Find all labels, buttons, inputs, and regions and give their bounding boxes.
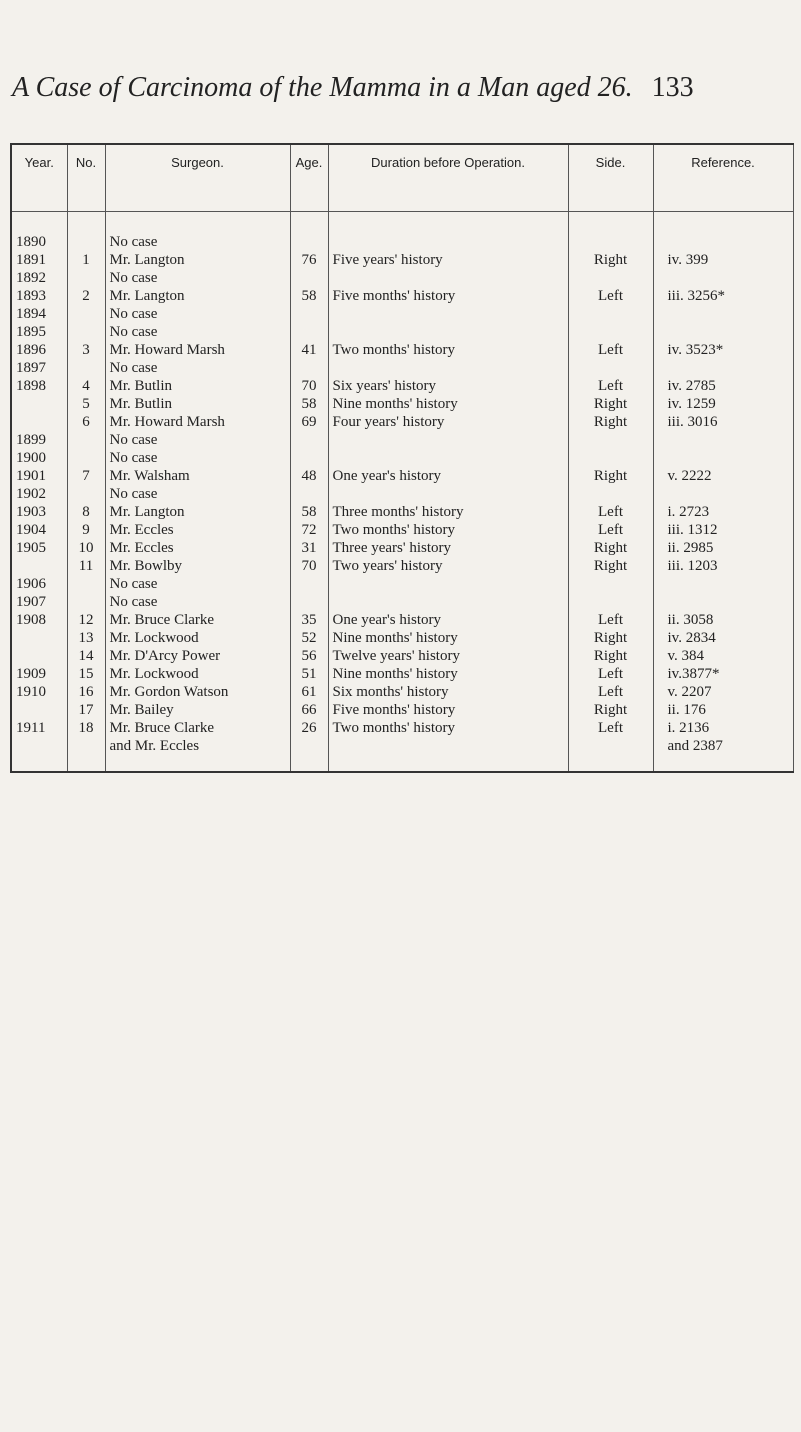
cell-surgeon: Mr. Lockwood	[105, 629, 290, 647]
cell-side: Left	[568, 341, 653, 359]
table-row	[12, 341, 793, 359]
cell-reference	[653, 269, 793, 287]
cell-reference: iv. 399	[653, 251, 793, 269]
table-row	[12, 665, 793, 683]
cell-reference: iv. 2834	[653, 629, 793, 647]
cell-reference	[653, 575, 793, 593]
cell-surgeon: and Mr. Eccles	[105, 737, 290, 755]
cell-age: 31	[290, 539, 328, 557]
cell-no: 18	[67, 719, 105, 737]
cell-side	[568, 737, 653, 755]
cell-surgeon: Mr. Butlin	[105, 377, 290, 395]
cell-no: 14	[67, 647, 105, 665]
cell-year	[12, 737, 67, 755]
cell-reference: iii. 1203	[653, 557, 793, 575]
cell-duration: Two months' history	[328, 521, 568, 539]
cell-no: 12	[67, 611, 105, 629]
cell-surgeon: Mr. Bruce Clarke	[105, 611, 290, 629]
cell-side: Left	[568, 683, 653, 701]
cell-surgeon: Mr. Bailey	[105, 701, 290, 719]
cell-no: 6	[67, 413, 105, 431]
cell-year: 1898	[12, 377, 67, 395]
cell-reference: iv. 1259	[653, 395, 793, 413]
cell-age	[290, 449, 328, 467]
cell-side: Left	[568, 377, 653, 395]
cell-age	[290, 431, 328, 449]
cell-side: Right	[568, 557, 653, 575]
cell-year	[12, 629, 67, 647]
cell-age: 51	[290, 665, 328, 683]
table-row	[12, 395, 793, 413]
cell-reference	[653, 449, 793, 467]
col-header-surgeon: Surgeon.	[105, 145, 290, 212]
cell-duration: Six months' history	[328, 683, 568, 701]
cell-reference	[653, 359, 793, 377]
cell-side: Right	[568, 629, 653, 647]
cell-duration: Nine months' history	[328, 395, 568, 413]
cell-duration	[328, 575, 568, 593]
cell-no	[67, 593, 105, 611]
cell-year	[12, 413, 67, 431]
cell-reference: v. 384	[653, 647, 793, 665]
table-row	[12, 611, 793, 629]
cell-year	[12, 647, 67, 665]
cell-reference: ii. 2985	[653, 539, 793, 557]
cell-duration: Six years' history	[328, 377, 568, 395]
table-row	[12, 323, 793, 341]
cell-surgeon: Mr. Eccles	[105, 521, 290, 539]
cell-surgeon: Mr. Bowlby	[105, 557, 290, 575]
cell-age	[290, 485, 328, 503]
cell-age: 72	[290, 521, 328, 539]
cell-year: 1908	[12, 611, 67, 629]
cell-surgeon: No case	[105, 233, 290, 251]
cell-duration: Twelve years' history	[328, 647, 568, 665]
cell-year: 1906	[12, 575, 67, 593]
table-spacer-row	[12, 212, 793, 234]
cell-age	[290, 233, 328, 251]
col-header-no: No.	[67, 145, 105, 212]
cell-surgeon: Mr. Eccles	[105, 539, 290, 557]
table-row	[12, 719, 793, 737]
cell-duration	[328, 485, 568, 503]
cell-surgeon: Mr. D'Arcy Power	[105, 647, 290, 665]
cell-reference: v. 2207	[653, 683, 793, 701]
cell-year: 1903	[12, 503, 67, 521]
cell-reference: and 2387	[653, 737, 793, 755]
cell-age: 26	[290, 719, 328, 737]
table-row	[12, 557, 793, 575]
cell-duration: Two months' history	[328, 341, 568, 359]
cell-age	[290, 323, 328, 341]
cell-side	[568, 485, 653, 503]
col-header-year: Year.	[12, 145, 67, 212]
table-row	[12, 233, 793, 251]
cell-no: 13	[67, 629, 105, 647]
cell-duration: Four years' history	[328, 413, 568, 431]
table-row	[12, 449, 793, 467]
cell-duration	[328, 431, 568, 449]
cell-no	[67, 305, 105, 323]
cell-reference: ii. 3058	[653, 611, 793, 629]
cell-surgeon: Mr. Walsham	[105, 467, 290, 485]
cell-surgeon: No case	[105, 485, 290, 503]
page-header	[12, 72, 792, 104]
cell-duration: Five months' history	[328, 287, 568, 305]
cell-surgeon: No case	[105, 269, 290, 287]
cell-no: 11	[67, 557, 105, 575]
table-row	[12, 503, 793, 521]
cell-side	[568, 269, 653, 287]
cell-surgeon: Mr. Howard Marsh	[105, 341, 290, 359]
cell-surgeon: Mr. Lockwood	[105, 665, 290, 683]
cell-side: Right	[568, 701, 653, 719]
table-row	[12, 575, 793, 593]
cell-year	[12, 701, 67, 719]
cell-duration: One year's history	[328, 467, 568, 485]
cell-surgeon: Mr. Howard Marsh	[105, 413, 290, 431]
cell-year: 1910	[12, 683, 67, 701]
cell-duration: One year's history	[328, 611, 568, 629]
cell-age: 35	[290, 611, 328, 629]
cell-surgeon: No case	[105, 431, 290, 449]
cell-no	[67, 323, 105, 341]
cell-reference	[653, 233, 793, 251]
cell-side	[568, 305, 653, 323]
cell-surgeon: No case	[105, 449, 290, 467]
cell-age: 76	[290, 251, 328, 269]
cell-reference: iii. 3256*	[653, 287, 793, 305]
cell-side	[568, 593, 653, 611]
table-row	[12, 377, 793, 395]
table-row	[12, 431, 793, 449]
col-header-duration: Duration before Operation.	[328, 145, 568, 212]
table-row	[12, 467, 793, 485]
cell-year: 1894	[12, 305, 67, 323]
cell-year: 1899	[12, 431, 67, 449]
cell-surgeon: Mr. Bruce Clarke	[105, 719, 290, 737]
cell-reference	[653, 485, 793, 503]
cell-surgeon: Mr. Gordon Watson	[105, 683, 290, 701]
cell-side: Left	[568, 287, 653, 305]
cell-age	[290, 359, 328, 377]
cell-duration	[328, 449, 568, 467]
cell-year: 1901	[12, 467, 67, 485]
cell-reference	[653, 323, 793, 341]
cell-no: 1	[67, 251, 105, 269]
cell-no: 5	[67, 395, 105, 413]
table-row	[12, 737, 793, 755]
cell-duration: Two years' history	[328, 557, 568, 575]
cell-reference: iv. 3523*	[653, 341, 793, 359]
table-row	[12, 521, 793, 539]
cell-year: 1902	[12, 485, 67, 503]
cell-surgeon: Mr. Langton	[105, 503, 290, 521]
cell-duration: Three years' history	[328, 539, 568, 557]
cell-no: 7	[67, 467, 105, 485]
cell-year: 1891	[12, 251, 67, 269]
col-header-reference: Reference.	[653, 145, 793, 212]
cell-reference: i. 2136	[653, 719, 793, 737]
table-row	[12, 413, 793, 431]
cell-duration: Five months' history	[328, 701, 568, 719]
cell-duration: Nine months' history	[328, 665, 568, 683]
cell-age	[290, 593, 328, 611]
cell-reference: iv.3877*	[653, 665, 793, 683]
cell-duration	[328, 305, 568, 323]
cell-reference	[653, 431, 793, 449]
cell-surgeon: No case	[105, 323, 290, 341]
table-row	[12, 683, 793, 701]
cell-age	[290, 269, 328, 287]
cell-age: 66	[290, 701, 328, 719]
cell-duration	[328, 593, 568, 611]
cell-reference	[653, 593, 793, 611]
cell-duration	[328, 323, 568, 341]
cell-year: 1909	[12, 665, 67, 683]
cell-age	[290, 737, 328, 755]
table-header-row	[12, 145, 793, 212]
cell-reference: i. 2723	[653, 503, 793, 521]
cell-side	[568, 233, 653, 251]
table-row	[12, 269, 793, 287]
cell-duration: Three months' history	[328, 503, 568, 521]
cell-age: 56	[290, 647, 328, 665]
cell-year: 1900	[12, 449, 67, 467]
cell-side: Left	[568, 719, 653, 737]
cell-duration	[328, 233, 568, 251]
cell-surgeon: Mr. Butlin	[105, 395, 290, 413]
cell-side: Right	[568, 395, 653, 413]
cell-side	[568, 323, 653, 341]
cell-reference: v. 2222	[653, 467, 793, 485]
page-title: A Case of Carcinoma of the Mamma in a Man aged 26.	[12, 72, 633, 103]
cell-no: 4	[67, 377, 105, 395]
cell-year: 1892	[12, 269, 67, 287]
cell-side: Right	[568, 467, 653, 485]
cell-surgeon: No case	[105, 305, 290, 323]
cell-side: Right	[568, 539, 653, 557]
cell-duration	[328, 737, 568, 755]
cell-age: 69	[290, 413, 328, 431]
cell-age	[290, 305, 328, 323]
cell-side: Left	[568, 521, 653, 539]
table-row	[12, 359, 793, 377]
cell-year: 1897	[12, 359, 67, 377]
cell-age: 41	[290, 341, 328, 359]
cell-no	[67, 431, 105, 449]
cell-side	[568, 359, 653, 377]
cell-side	[568, 575, 653, 593]
cell-side: Left	[568, 611, 653, 629]
cell-no: 15	[67, 665, 105, 683]
cell-year: 1907	[12, 593, 67, 611]
table-row	[12, 701, 793, 719]
cell-age	[290, 575, 328, 593]
cell-reference: iii. 1312	[653, 521, 793, 539]
cell-side: Right	[568, 251, 653, 269]
table-row	[12, 539, 793, 557]
cases-table	[12, 145, 794, 771]
cell-surgeon: No case	[105, 575, 290, 593]
cell-year	[12, 557, 67, 575]
cell-reference: ii. 176	[653, 701, 793, 719]
cell-no: 10	[67, 539, 105, 557]
cell-no	[67, 485, 105, 503]
cell-age: 61	[290, 683, 328, 701]
table-row	[12, 593, 793, 611]
cell-year: 1893	[12, 287, 67, 305]
page-number: 133	[651, 72, 694, 103]
cell-side: Right	[568, 413, 653, 431]
cell-reference: iii. 3016	[653, 413, 793, 431]
cell-surgeon: Mr. Langton	[105, 287, 290, 305]
table-row	[12, 629, 793, 647]
cell-age: 58	[290, 395, 328, 413]
cell-side	[568, 449, 653, 467]
cell-no	[67, 359, 105, 377]
cell-side	[568, 431, 653, 449]
cell-no	[67, 449, 105, 467]
cell-year: 1904	[12, 521, 67, 539]
cell-side: Right	[568, 647, 653, 665]
cell-surgeon: No case	[105, 593, 290, 611]
cell-duration	[328, 359, 568, 377]
cell-duration	[328, 269, 568, 287]
cell-duration: Two months' history	[328, 719, 568, 737]
table-end-row	[12, 755, 793, 771]
cell-age: 58	[290, 287, 328, 305]
cell-reference	[653, 305, 793, 323]
cell-year	[12, 395, 67, 413]
cell-age: 58	[290, 503, 328, 521]
cases-table-frame	[10, 143, 794, 773]
cell-year: 1905	[12, 539, 67, 557]
table-row	[12, 647, 793, 665]
table-row	[12, 287, 793, 305]
cell-no	[67, 737, 105, 755]
cell-no	[67, 269, 105, 287]
cell-no	[67, 575, 105, 593]
cell-no: 9	[67, 521, 105, 539]
cell-year: 1911	[12, 719, 67, 737]
cell-surgeon: Mr. Langton	[105, 251, 290, 269]
cell-age: 70	[290, 377, 328, 395]
table-row	[12, 251, 793, 269]
cell-side: Left	[568, 665, 653, 683]
cell-side: Left	[568, 503, 653, 521]
cell-age: 70	[290, 557, 328, 575]
cell-year: 1896	[12, 341, 67, 359]
cell-no: 3	[67, 341, 105, 359]
cell-no: 17	[67, 701, 105, 719]
cell-no: 16	[67, 683, 105, 701]
cell-no	[67, 233, 105, 251]
col-header-age: Age.	[290, 145, 328, 212]
cell-year: 1890	[12, 233, 67, 251]
cell-no: 8	[67, 503, 105, 521]
table-row	[12, 485, 793, 503]
table-row	[12, 305, 793, 323]
cell-year: 1895	[12, 323, 67, 341]
cell-no: 2	[67, 287, 105, 305]
cell-duration: Five years' history	[328, 251, 568, 269]
table-body	[12, 212, 793, 772]
cell-duration: Nine months' history	[328, 629, 568, 647]
col-header-side: Side.	[568, 145, 653, 212]
cell-age: 48	[290, 467, 328, 485]
cell-reference: iv. 2785	[653, 377, 793, 395]
cell-age: 52	[290, 629, 328, 647]
cell-surgeon: No case	[105, 359, 290, 377]
